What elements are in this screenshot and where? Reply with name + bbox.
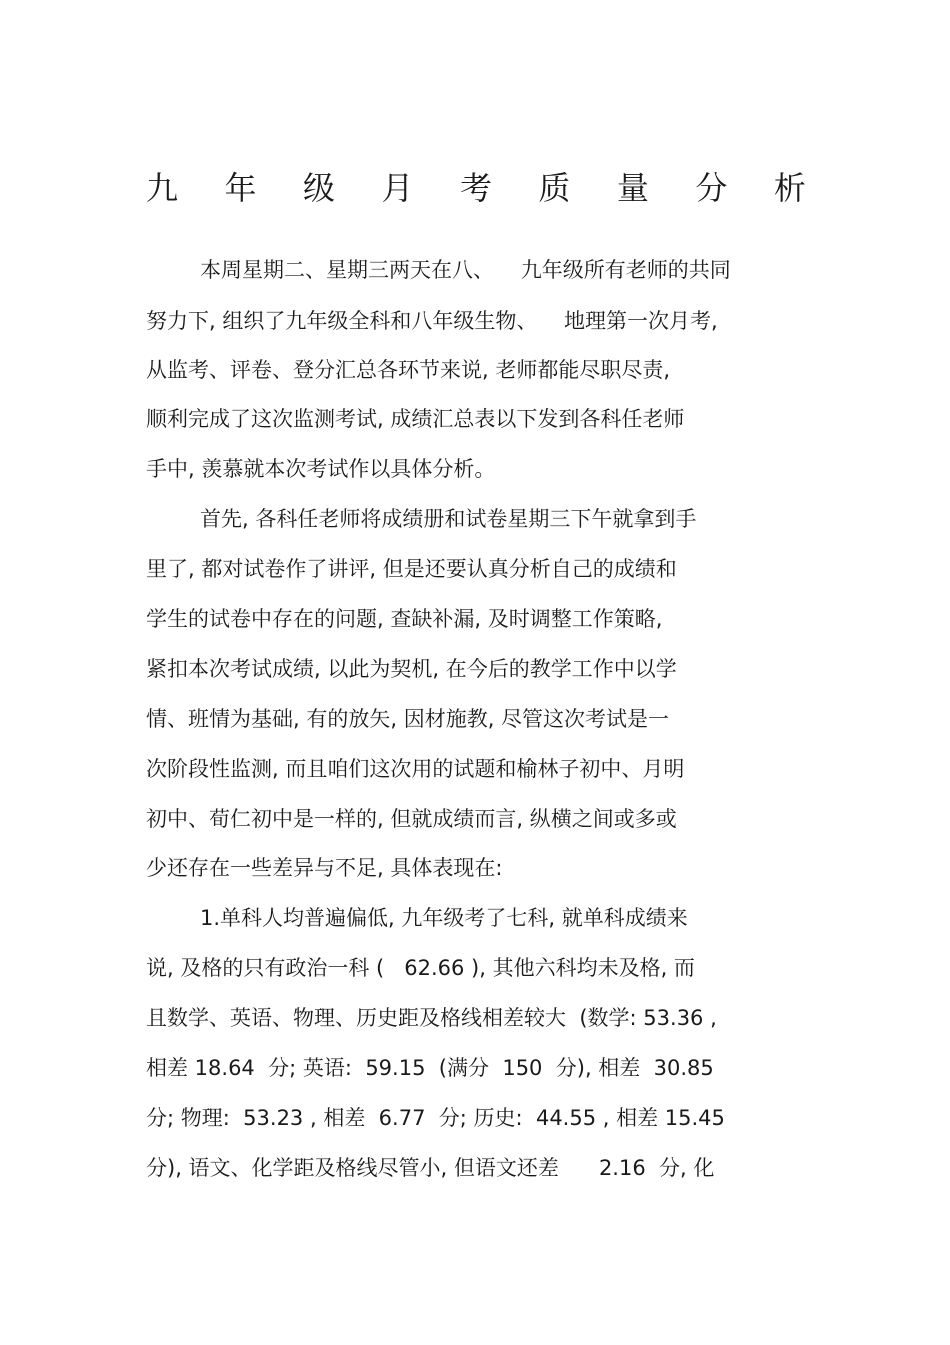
paragraph-1-line: 本周星期二、星期三两天在八、 九年级所有老师的共同 — [200, 258, 731, 282]
paragraph-3-line: 分), 语文、化学距及格线尽管小, 但语文还差 2.16 分, 化 — [146, 1156, 715, 1180]
title-char: 考 — [459, 169, 492, 207]
paragraph-2-line: 首先, 各科任老师将成绩册和试卷星期三下午就拿到手 — [200, 507, 697, 531]
paragraph-2-line: 少还存在一些差异与不足, 具体表现在: — [146, 856, 503, 880]
title-char: 析 — [773, 169, 806, 207]
paragraph-1-line: 努力下, 组织了九年级全科和八年级生物、 地理第一次月考, — [146, 309, 718, 333]
page-title — [146, 166, 806, 210]
paragraph-3-line: 相差 18.64 分; 英语: 59.15 (满分 150 分), 相差 30.85 — [146, 1056, 714, 1080]
title-char: 分 — [695, 169, 728, 207]
title-char: 年 — [224, 169, 257, 207]
paragraph-2-line: 紧扣本次考试成绩, 以此为契机, 在今后的教学工作中以学 — [146, 657, 677, 681]
paragraph-1-line: 顺利完成了这次监测考试, 成绩汇总表以下发到各科任老师 — [146, 407, 685, 431]
title-char: 月 — [381, 169, 414, 207]
paragraph-2-line: 里了, 都对试卷作了讲评, 但是还要认真分析自己的成绩和 — [146, 557, 677, 581]
paragraph-3-line: 分; 物理: 53.23 , 相差 6.77 分; 历史: 44.55 , 相差 15.45 — [146, 1106, 725, 1130]
title-char: 九 — [146, 169, 179, 207]
paragraph-1-line: 手中, 羡慕就本次考试作以具体分析。 — [146, 457, 496, 481]
paragraph-3-line: 1.单科人均普遍偏低, 九年级考了七科, 就单科成绩来 — [200, 906, 688, 930]
paragraph-2-line: 次阶段性监测, 而且咱们这次用的试题和榆林子初中、月明 — [146, 757, 685, 781]
paragraph-2-line: 学生的试卷中存在的问题, 查缺补漏, 及时调整工作策略, — [146, 607, 663, 631]
paragraph-2-line: 情、班情为基础, 有的放矢, 因材施教, 尽管这次考试是一 — [146, 707, 670, 731]
title-char: 质 — [538, 169, 571, 207]
paragraph-2-line: 初中、荀仁初中是一样的, 但就成绩而言, 纵横之间或多或 — [146, 807, 677, 831]
paragraph-3-line: 且数学、英语、物理、历史距及格线相差较大 (数学: 53.36 , — [146, 1006, 717, 1030]
paragraph-1-line: 从监考、评卷、登分汇总各环节来说, 老师都能尽职尽责, — [146, 358, 671, 382]
paragraph-3-line: 说, 及格的只有政治一科 ( 62.66 ), 其他六科均未及格, 而 — [146, 956, 695, 980]
title-char: 量 — [616, 169, 649, 207]
title-char: 级 — [302, 169, 335, 207]
